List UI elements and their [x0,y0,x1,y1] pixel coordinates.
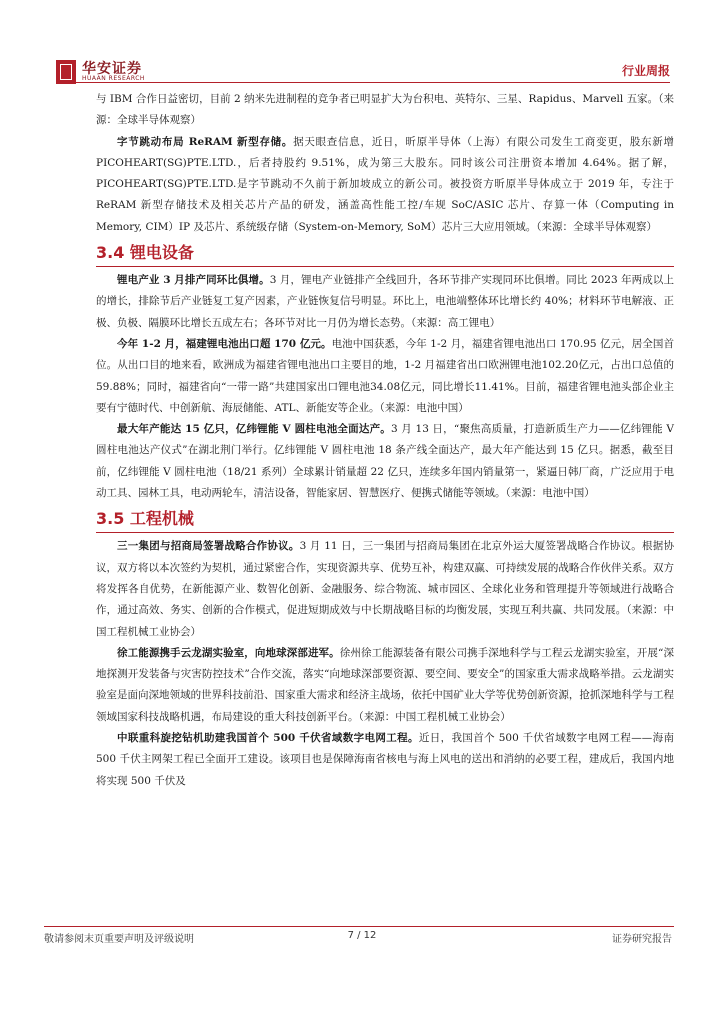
paragraph-text: 3 月 13 日，“聚焦高质量，打造新质生产力——亿纬锂能 V 圆柱电池达产仪式”在湖北荆门举行。亿纬锂能 V 圆柱电池 18 条产线全面达产，最大年产能达到 15 亿只。据悉，截至目前，亿纬锂能 V 圆柱电池（18/21 系列）全球累计销量超 22 亿只，连续多年国内销量第一，紧逼日韩厂商，广泛应用于电动工具、园林工具，电动两轮车，清洁设备，智能家居、智慧医疗、便携式储能等领域。（来源：电池中国） [96,423,674,500]
paragraph-lead: 徐工能源携手云龙湖实验室，向地球深部进军。 [117,646,340,659]
paragraph-fujian-export [96,334,674,419]
header-divider [56,82,670,83]
company-logo-icon [56,60,76,84]
paragraph-eve-cylindrical [96,419,674,504]
paragraph-lead: 锂电产业 3 月排产同环比俱增。 [117,274,270,287]
paragraph-zoomlion-grid [96,728,674,792]
footer-report-label: 证券研究报告 [612,934,672,945]
paragraph-xcmg-deep-earth [96,643,674,728]
paragraph-bytedance-reram [96,132,674,238]
page-header [56,58,670,88]
section-title: 3.4 锂电设备 [96,243,194,263]
paragraph-lithium-production [96,270,674,334]
section-title: 3.5 工程机械 [96,509,194,529]
paragraph-text: 徐州徐工能源装备有限公司携手深地科学与工程云龙湖实验室，开展“深地探测开发装备与灾害防控技术”合作交流，落实“向地球深部要资源、要空间、要安全”的国家重大需求战略举措。云龙湖实验室是面向深地领域的世界科技前沿、国家重大需求和经济主战场，依托中国矿业大学等优势创新资源，抢抓深地科学与工程领域国家科技战略机遇，布局建设的重大科技创新平台。（来源：中国工程机械工业协会） [96,646,675,723]
paragraph-lead: 今年 1-2 月，福建锂电池出口超 170 亿元。 [117,337,332,350]
paragraph-sany-cooperation [96,536,674,642]
paragraph-text: 据天眼查信息，近日，昕原半导体（上海）有限公司发生工商变更，股东新增 PICOHEART(SG)PTE.LTD.，后者持股约 9.51%，成为第三大股东。同时该公司注册资本增加 4.64%。据了解，PICOHEART(SG)PTE.LTD.是字节跳动不久前于新加坡成立的新公司。被投资方昕原半导体成立于 2019 年，专注于 ReRAM 新型存储技术及相关芯片产品的研发，涵盖高性能工控/车规 SoC/ASIC 芯片、存算一体（Computing in Memory, CIM）IP 及芯片、系统级存储（System-on-Memory, SoM）芯片三大应用领域。（来源：全球半导体观察） [96,135,674,233]
logo-chinese-text: 华安证券 [82,61,142,77]
paragraph-lead: 三一集团与招商局签署战略合作协议。 [117,540,300,553]
paragraph-text: 3 月 11 日，三一集团与招商局集团在北京外运大厦签署战略合作协议。根据协议，双方将以本次签约为契机，通过紧密合作，实现资源共享、优势互补，构建双赢、可持续发展的战略合作伙伴关系。双方将发挥各自优势，在新能源产业、数智化创新、金融服务、综合物流、城市园区、全球化业务和管理提升等领域进行战略合作，通过高效、务实、创新的合作模式，促进短期成效与中长期战略目标的均衡发展，实现互利共赢、共同发展。（来源：中国工程机械工业协会） [96,540,675,638]
section-heading-lithium [96,242,674,264]
page-number: 7 / 12 [347,930,377,941]
paragraph-lead: 中联重科旋挖钻机助建我国首个 500 千伏省域数字电网工程。 [117,732,419,745]
paragraph-text: 近日，我国首个 500 千伏省域数字电网工程——海南 500 千伏主网架工程已全面开工建设。该项目也是保障海南省核电与海上风电的送出和消纳的必要工程，建成后，我国内地将实现 500 千伏及 [96,732,675,787]
footer-divider [44,926,674,927]
paragraph-text: 3 月，锂电产业链排产全线回升，各环节排产实现同环比俱增。同比 2023 年两成以上的增长，排除节后产业链复工复产因素，产业链恢复信号明显。环比上，电池端整体环比增长约 40%；材料环节电解液、正极、负极、隔膜环比增长五成左右；各环节对比一月仍为增长态势。（来源：高工锂电） [96,274,674,329]
paragraph-lead: 最大年产能达 15 亿只，亿纬锂能 V 圆柱电池全面达产。 [117,423,392,436]
report-type-label: 行业周报 [621,64,670,78]
section-divider [96,532,674,533]
logo-english-text: HUAAN RESEARCH [82,75,145,82]
paragraph-2nm-competition: 与 IBM 合作日益密切，目前 2 纳米先进制程的竞争者已明显扩大为台积电、英特尔、三星、Rapidus、Marvell 五家。（来源：全球半导体观察） [96,93,674,127]
section-divider [96,266,674,267]
section-heading-machinery [96,508,674,530]
paragraph-text: 电池中国获悉，今年 1-2 月，福建省锂电池出口 170.95 亿元，居全国首位。从出口目的地来看，欧洲成为福建省锂电池出口主要目的地，1-2 月福建省出口欧洲锂电池102.20亿元，占出口总值的59.88%；同时，福建省向“一带一路”共建国家出口锂电池34.08亿元，同比增长11.41%。目前，福建省锂电池头部企业主要有宁德时代、中创新航、海辰储能、ATL、新能安等企业。（来源：电池中国） [96,337,674,414]
footer-disclaimer: 敬请参阅末页重要声明及评级说明 [44,934,194,945]
document-body [96,89,674,792]
paragraph-lead: 字节跳动布局 ReRAM 新型存储。 [117,135,294,148]
